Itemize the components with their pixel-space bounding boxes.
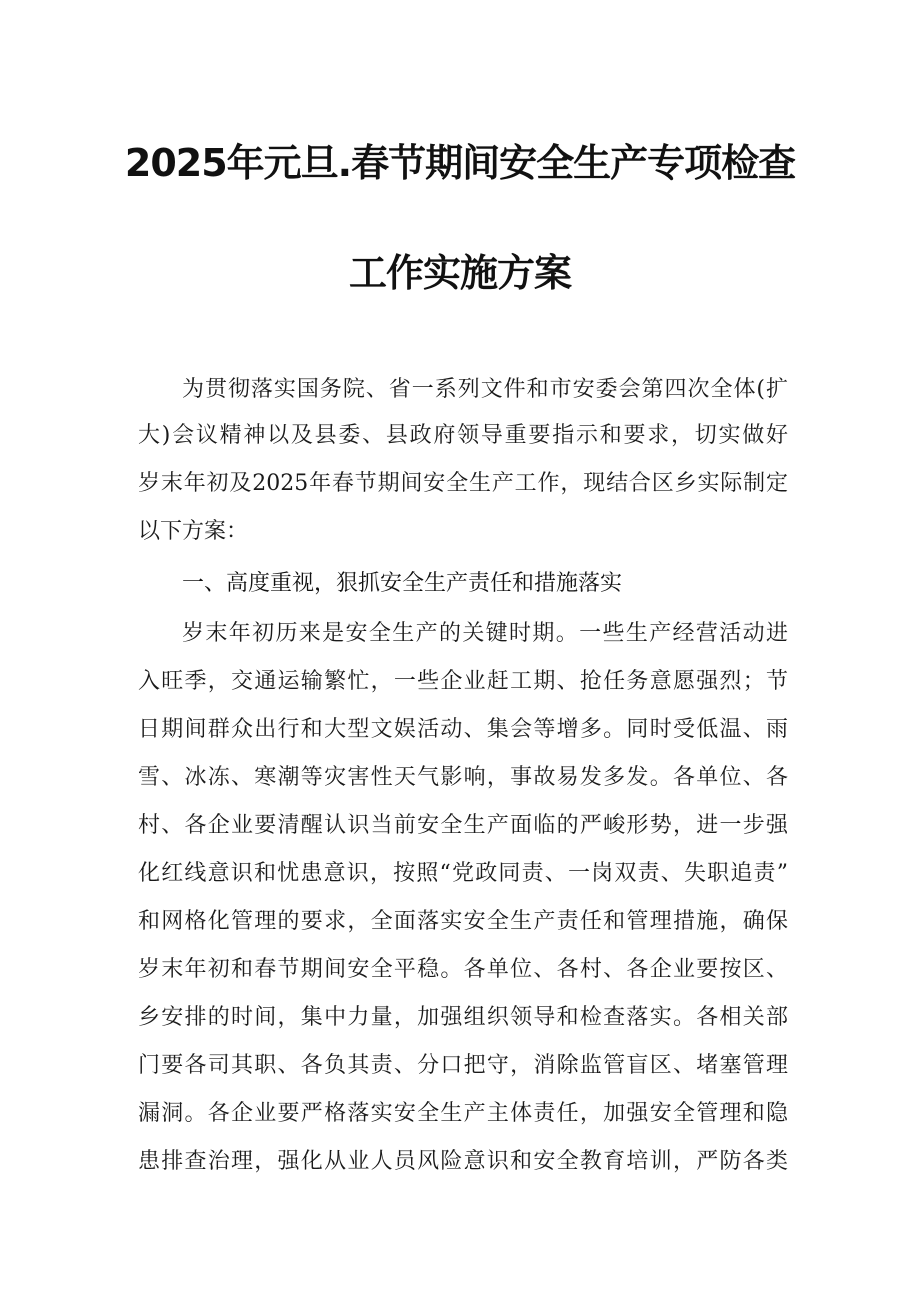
document-title-line-1: 2025年元旦.春节期间安全生产专项检查 bbox=[124, 141, 796, 185]
section-1-line: 乡安排的时间，集中力量，加强组织领导和检查落实。各相关部 bbox=[138, 1005, 788, 1030]
intro-line: 大)会议精神以及县委、县政府领导重要指示和要求，切实做好 bbox=[138, 423, 788, 448]
section-1-line: 岁末年初历来是安全生产的关键时期。一些生产经营活动进 bbox=[182, 621, 788, 646]
section-1-line: 患排查治理，强化从业人员风险意识和安全教育培训，严防各类 bbox=[138, 1149, 788, 1174]
intro-line: 为贯彻落实国务院、省一系列文件和市安委会第四次全体(扩 bbox=[182, 377, 788, 402]
section-1-line: 漏洞。各企业要严格落实安全生产主体责任，加强安全管理和隐 bbox=[138, 1101, 788, 1126]
section-1-line: 日期间群众出行和大型文娱活动、集会等增多。同时受低温、雨 bbox=[138, 717, 788, 742]
intro-line: 岁末年初及2025年春节期间安全生产工作，现结合区乡实际制定 bbox=[138, 471, 788, 496]
section-1-heading: 一、高度重视，狠抓安全生产责任和措施落实 bbox=[182, 571, 623, 596]
document-title-line-2: 工作实施方案 bbox=[348, 251, 571, 295]
section-1-line: 门要各司其职、各负其责、分口把守，消除监管盲区、堵塞管理 bbox=[138, 1053, 788, 1078]
section-1-line: 村、各企业要清醒认识当前安全生产面临的严峻形势，进一步强 bbox=[138, 813, 788, 838]
section-1-line: 岁末年初和春节期间安全平稳。各单位、各村、各企业要按区、 bbox=[138, 957, 788, 982]
section-1-line: 入旺季，交通运输繁忙，一些企业赶工期、抢任务意愿强烈；节 bbox=[138, 669, 788, 694]
section-1-line: 雪、冰冻、寒潮等灾害性天气影响，事故易发多发。各单位、各 bbox=[138, 765, 788, 790]
section-1-line: 化红线意识和忧患意识，按照“党政同责、一岗双责、失职追责” bbox=[138, 861, 788, 886]
intro-line: 以下方案： bbox=[138, 519, 249, 544]
section-1-line: 和网格化管理的要求，全面落实安全生产责任和管理措施，确保 bbox=[138, 909, 788, 934]
